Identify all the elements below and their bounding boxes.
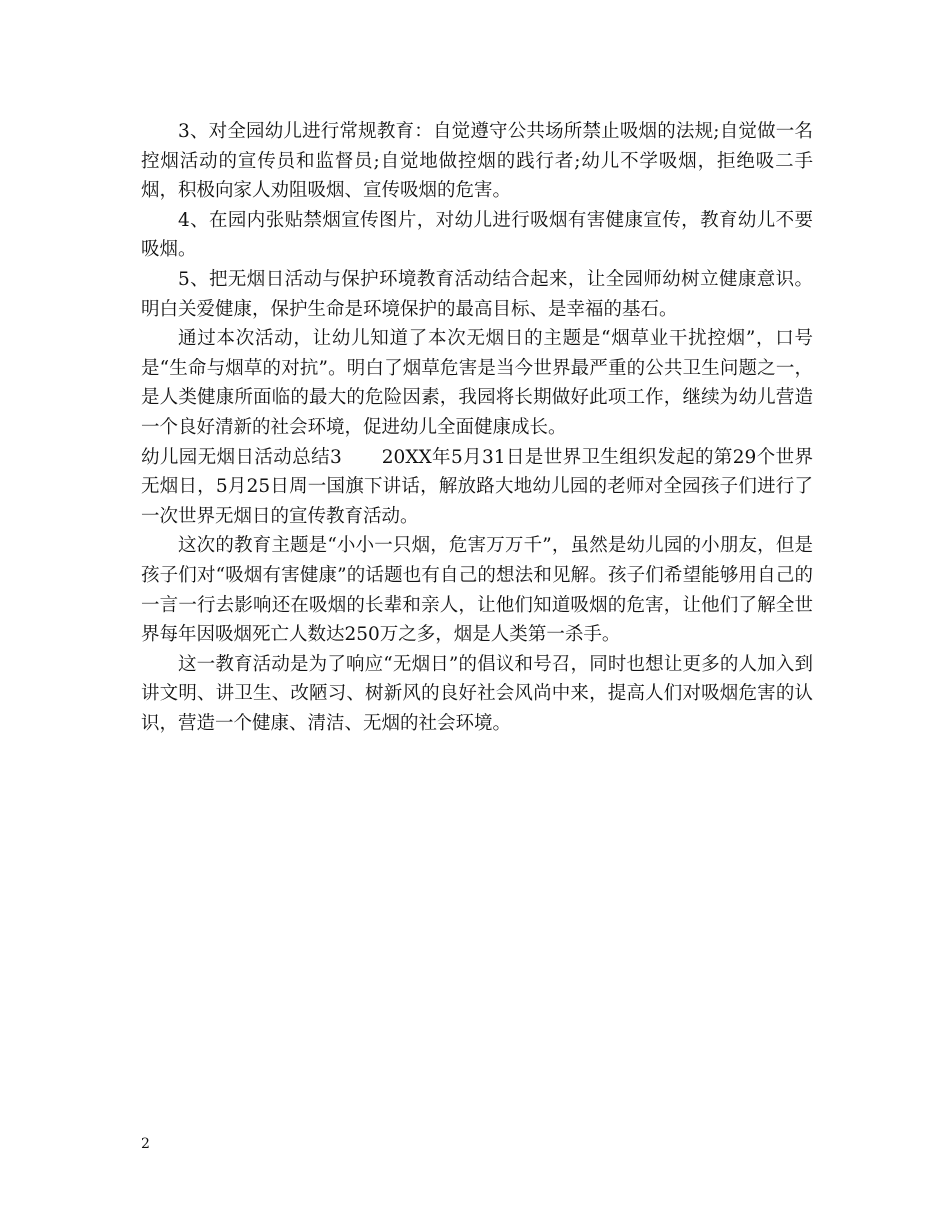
paragraph-activity-purpose: 这一教育活动是为了响应“无烟日”的倡议和号召，同时也想让更多的人加入到讲文明、讲卫生、改陋习、树新风的良好社会风尚中来，提高人们对吸烟危害的认识，营造一个健康、清洁、无烟的社会环境。 (141, 653, 813, 734)
section-intro-text: 20XX年5月31日是世界卫生组织发起的第29个世界无烟日，5月25日周一国旗下讲话，解放路大地幼儿园的老师对全园孩子们进行了一次世界无烟日的宣传教育活动。 (141, 446, 814, 527)
paragraph-poster-campaign: 4、在园内张贴禁烟宣传图片，对幼儿进行吸烟有害健康宣传，教育幼儿不要吸烟。 (141, 209, 813, 261)
page-number: 2 (141, 1136, 150, 1152)
paragraph-education-theme: 这次的教育主题是“小小一只烟，危害万万千”，虽然是幼儿园的小朋友，但是孩子们对“吸烟有害健康”的话题也有自己的想法和见解。孩子们希望能够用自己的一言一行去影响还在吸烟的长辈和亲人，让他们知道吸烟的危害，让他们了解全世界每年因吸烟死亡人数达250万之多，烟是人类第一杀手。 (141, 535, 813, 646)
paragraph-environment-education: 5、把无烟日活动与保护环境教育活动结合起来，让全园师幼树立健康意识。明白关爱健康，保护生命是环境保护的最高目标、是幸福的基石。 (141, 268, 813, 320)
section-heading: 幼儿园无烟日活动总结3 (141, 446, 342, 468)
section-paragraph (141, 443, 813, 532)
document-body (141, 117, 813, 738)
paragraph-activity-summary: 通过本次活动，让幼儿知道了本次无烟日的主题是“烟草业干扰控烟”，口号是“生命与烟草的对抗”。明白了烟草危害是当今世界最严重的公共卫生问题之一，是人类健康所面临的最大的危险因素，我园将长期做好此项工作，继续为幼儿营造一个良好清新的社会环境，促进幼儿全面健康成长。 (141, 328, 813, 438)
paragraph-routine-education: 3、对全园幼儿进行常规教育：自觉遵守公共场所禁止吸烟的法规;自觉做一名控烟活动的宣传员和监督员;自觉地做控烟的践行者;幼儿不学吸烟，拒绝吸二手烟，积极向家人劝阻吸烟、宣传吸烟的危害。 (141, 121, 813, 202)
